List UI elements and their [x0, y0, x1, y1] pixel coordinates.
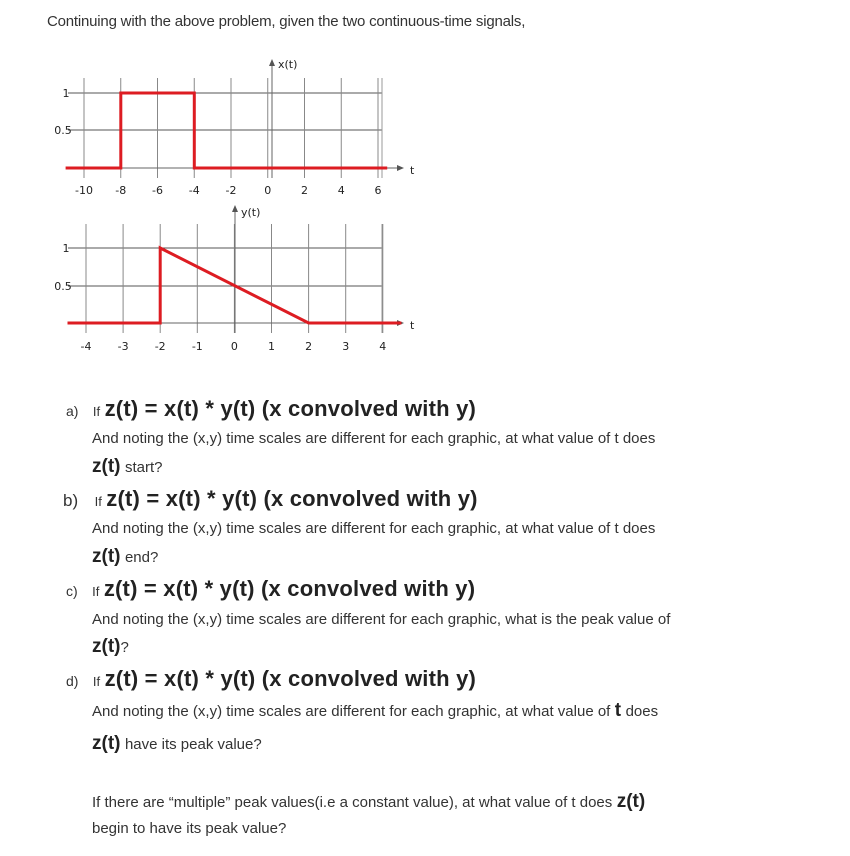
question-c-letter: c) [66, 583, 78, 599]
question-c-expression: z(t) = x(t) * y(t) (x convolved with y) [103, 576, 476, 601]
chart2-y-axis-arrow [232, 205, 238, 212]
question-d-letter: d) [66, 673, 79, 689]
chart2-x-tick-label: 4 [379, 340, 387, 353]
question-a-header [66, 396, 476, 422]
question-b-header [63, 486, 478, 512]
chart1-y-tick-label: 0.5 [54, 124, 72, 137]
chart2-x-tick-label: -3 [117, 340, 129, 353]
note-z: z(t) [616, 791, 646, 812]
question-b-z: z(t) [92, 546, 121, 567]
chart1-x-label: t [410, 164, 415, 177]
question-a-tail-text: start? [124, 459, 163, 476]
question-a-expression: z(t) = x(t) * y(t) (x convolved with y) [104, 396, 477, 421]
chart1-x-tick-label: 6 [374, 184, 382, 197]
chart1-x-axis-arrow [397, 165, 404, 171]
chart2-x-tick-label: -1 [191, 340, 203, 353]
chart2-x-tick-label: -2 [154, 340, 166, 353]
chart1-x-tick-label: -4 [188, 184, 200, 197]
question-d-header [66, 666, 476, 692]
chart1-title: x(t) [278, 58, 298, 71]
chart2-title: y(t) [241, 206, 261, 219]
question-a-if: If [92, 404, 101, 419]
question-b-body: And noting the (x,y) time scales are different for each graphic, at what value of t does [92, 520, 656, 537]
question-d-t: t [614, 700, 622, 721]
chart1-x-tick-label: 4 [337, 184, 345, 197]
intro-text: Continuing with the above problem, given the two continuous-time signals, [47, 13, 526, 30]
chart1-x-tick-label: -10 [75, 184, 93, 197]
question-a-body: And noting the (x,y) time scales are different for each graphic, at what value of t does [92, 430, 656, 447]
question-c-if: If [92, 584, 100, 599]
question-c-body: And noting the (x,y) time scales are different for each graphic, what is the peak value of [92, 611, 671, 628]
chart1-x-tick-label: 0 [264, 184, 272, 197]
chart2-x-tick-label: 0 [230, 340, 238, 353]
chart1-y-axis-arrow [269, 59, 275, 66]
question-b-expression: z(t) = x(t) * y(t) (x convolved with y) [106, 486, 478, 511]
chart2-x-tick-label: 2 [305, 340, 313, 353]
chart1-x-tick-label: -8 [115, 184, 127, 197]
question-d-body-post: does [625, 703, 659, 720]
question-a-letter: a) [66, 403, 79, 419]
chart2-x-label: t [410, 319, 415, 332]
chart2-x-tick-label: 3 [342, 340, 350, 353]
chart2-y-tick-label: 0.5 [54, 280, 72, 293]
question-d-tail-text: have its peak value? [124, 736, 262, 753]
question-c-tail-text: ? [120, 639, 129, 656]
signal-plots [0, 0, 850, 380]
question-d-body [92, 700, 658, 722]
question-b-if: If [94, 494, 102, 509]
chart1-x-tick-label: -6 [152, 184, 163, 197]
question-a-tail [92, 456, 162, 478]
note-line-1 [92, 791, 645, 813]
question-b-tail [92, 546, 158, 568]
question-c-header [66, 576, 475, 602]
chart1-y-tick-label: 1 [62, 87, 70, 100]
question-a-z: z(t) [92, 456, 121, 477]
question-c-z: z(t) [92, 636, 121, 657]
chart2-x-tick-label: 1 [268, 340, 275, 353]
question-d-z: z(t) [92, 733, 121, 754]
chart1-x-tick-label: 2 [301, 184, 308, 197]
chart2-y-tick-label: 1 [62, 242, 70, 255]
question-c-tail [92, 636, 129, 658]
question-d-expression: z(t) = x(t) * y(t) (x convolved with y) [104, 666, 477, 691]
question-d-body-pre: And noting the (x,y) time scales are different for each graphic, at what value of [92, 703, 611, 720]
chart1-x-tick-label: -2 [225, 184, 237, 197]
question-b-tail-text: end? [124, 549, 159, 566]
note-pre: If there are “multiple” peak values(i.e a constant value), at what value of t does [92, 794, 613, 811]
question-d-tail [92, 733, 262, 755]
note-line-2: begin to have its peak value? [92, 820, 287, 837]
chart2-x-tick-label: -4 [80, 340, 92, 353]
question-b-letter: b) [63, 491, 79, 510]
question-d-if: If [92, 674, 101, 689]
